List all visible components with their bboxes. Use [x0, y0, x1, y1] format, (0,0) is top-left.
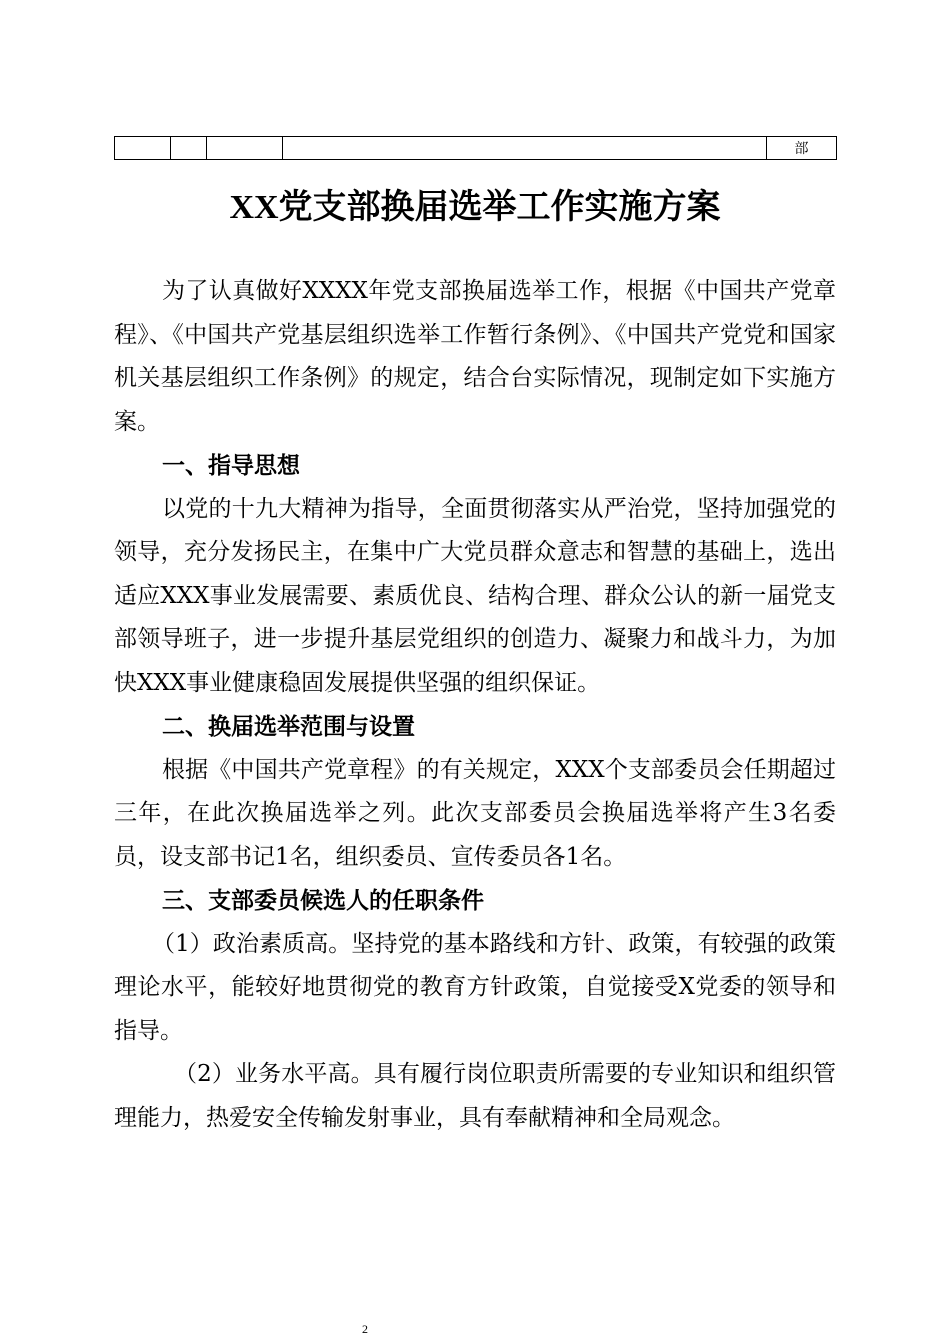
header-cell-1 — [115, 137, 171, 160]
intro-paragraph: 为了认真做好XXXX年党支部换届选举工作，根据《中国共产党章程》、《中国共产党基层组织选举工作暂行条例》、《中国共产党党和国家机关基层组织工作条例》的规定，结合台实际情况，现制定如下实施方案。 — [114, 278, 836, 435]
header-table — [114, 136, 837, 160]
header-cell-3 — [207, 137, 283, 160]
section-heading-1: 一、指导思想 — [162, 452, 300, 479]
section-paragraph-2: 根据《中国共产党章程》的有关规定，XXX个支部委员会任期超过三年，在此次换届选举之列。此次支部委员会换届选举将产生3名委员，设支部书记1名，组织委员、宣传委员各1名。 — [114, 756, 836, 870]
section-heading-2: 二、换届选举范围与设置 — [162, 713, 415, 740]
header-cell-2 — [171, 137, 207, 160]
condition-item-2: （2）业务水平高。具有履行岗位职责所需要的专业知识和组织管理能力，热爱安全传输发射事业，具有奉献精神和全局观念。 — [114, 1061, 836, 1131]
header-cell-5: 部 — [767, 137, 837, 160]
header-table-row — [115, 137, 837, 160]
condition-item-1: （1）政治素质高。坚持党的基本路线和方针、政策，有较强的政策理论水平，能较好地贯彻党的教育方针政策，自觉接受X党委的领导和指导。 — [114, 930, 836, 1044]
header-cell-4 — [283, 137, 767, 160]
section-paragraph-1: 以党的十九大精神为指导，全面贯彻落实从严治党，坚持加强党的领导，充分发扬民主，在集中广大党员群众意志和智慧的基础上，选出适应XXX事业发展需要、素质优良、结构合理、群众公认的新一届党支部领导班子，进一步提升基层党组织的创造力、凝聚力和战斗力，为加快XXX事业健康稳固发展提供坚强的组织保证。 — [114, 495, 836, 696]
page-number: 2 — [362, 1322, 368, 1336]
section-heading-3: 三、支部委员候选人的任职条件 — [162, 887, 484, 914]
document-body — [114, 270, 836, 1140]
document-title: XX党支部换届选举工作实施方案 — [229, 189, 721, 226]
